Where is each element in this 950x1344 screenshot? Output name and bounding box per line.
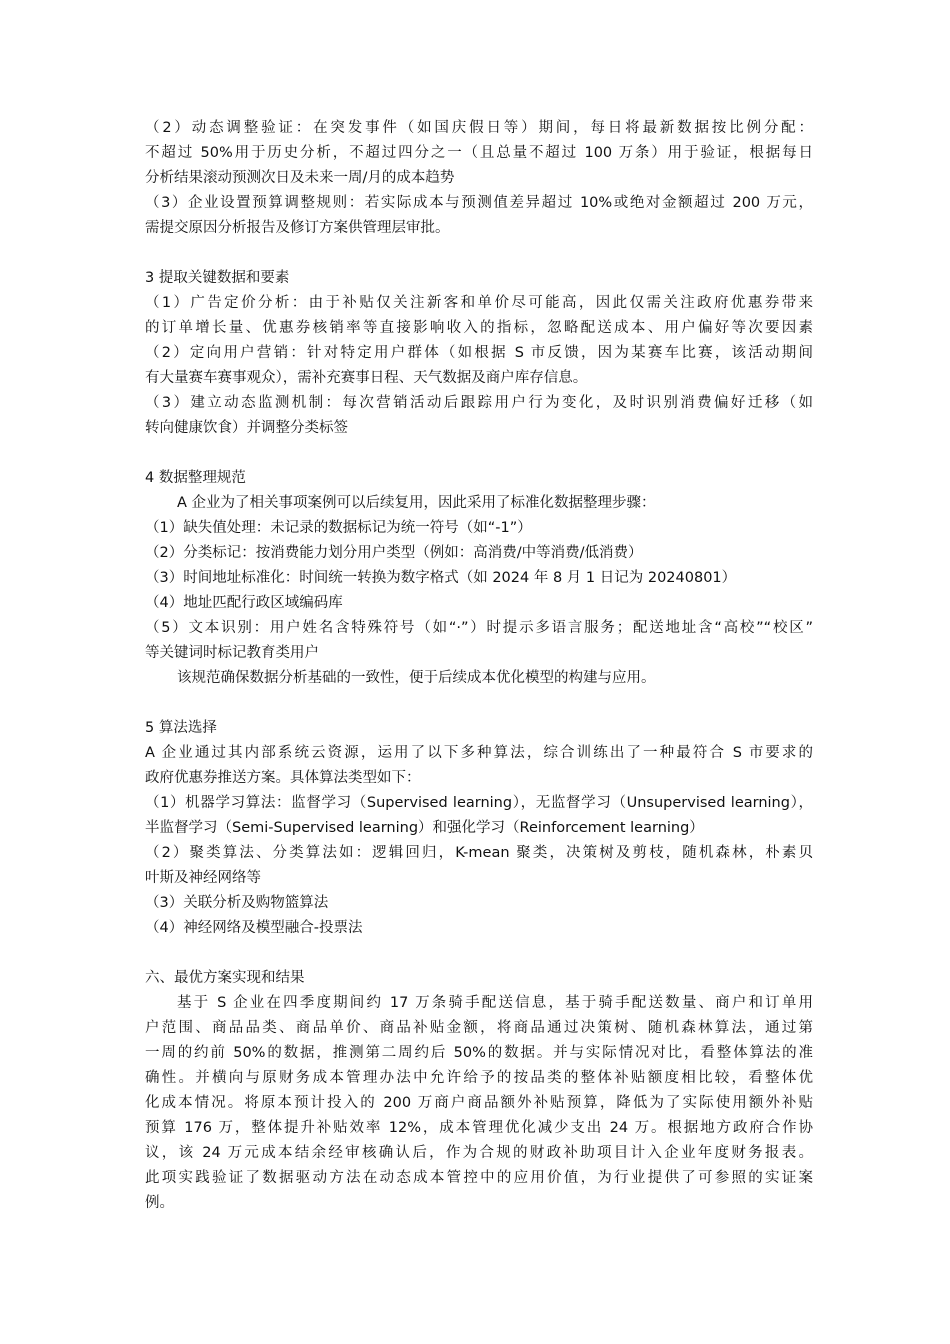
text-line: 一周的约前 50%的数据，推测第二周约后 50%的数据。并与实际情况对比，看整体算法的准 bbox=[145, 1045, 813, 1061]
text-line: 的订单增长量、优惠券核销率等直接影响收入的指标，忽略配送成本、用户偏好等次要因素 bbox=[145, 320, 813, 336]
text-line: 有大量赛车赛事观众），需补充赛事日程、天气数据及商户库存信息。 bbox=[145, 370, 588, 386]
section-heading: 4 数据整理规范 bbox=[145, 470, 246, 486]
text-line: 政府优惠券推送方案。具体算法类型如下： bbox=[145, 770, 421, 786]
text-line: （3）建立动态监测机制：每次营销活动后跟踪用户行为变化，及时识别消费偏好迁移（如 bbox=[145, 395, 813, 411]
text-line: （4）地址匹配行政区域编码库 bbox=[145, 595, 343, 611]
text-line: （4）神经网络及模型融合-投票法 bbox=[145, 920, 363, 936]
text-line: （2）动态调整验证：在突发事件（如国庆假日等）期间，每日将最新数据按比例分配： bbox=[145, 120, 813, 136]
text-line: 叶斯及神经网络等 bbox=[145, 870, 261, 886]
text-line: 不超过 50%用于历史分析，不超过四分之一（且总量不超过 100 万条）用于验证，根据每日 bbox=[145, 145, 813, 161]
text-line: 预算 176 万，整体提升补贴效率 12%，成本管理优化减少支出 24 万。根据地方政府合作协 bbox=[145, 1120, 813, 1136]
text-line: （2）分类标记：按消费能力划分用户类型（例如：高消费/中等消费/低消费） bbox=[145, 545, 643, 561]
text-line: （1）机器学习算法：监督学习（Supervised learning），无监督学习（Unsupervised learning）， bbox=[145, 795, 813, 811]
text-line: （2）定向用户营销：针对特定用户群体（如根据 S 市反馈，因为某赛车比赛，该活动期间 bbox=[145, 345, 813, 361]
text-line: 分析结果滚动预测次日及未来一周/月的成本趋势 bbox=[145, 170, 455, 186]
text-line: 议，该 24 万元成本结余经审核确认后，作为合规的财政补助项目计入企业年度财务报表。 bbox=[145, 1145, 813, 1161]
text-line: A 企业为了相关事项案例可以后续复用，因此采用了标准化数据整理步骤： bbox=[177, 495, 656, 511]
text-line: （3）关联分析及购物篮算法 bbox=[145, 895, 329, 911]
text-line: 半监督学习（Semi-Supervised learning）和强化学习（Reinforcement learning） bbox=[145, 820, 704, 836]
text-line: 确性。并横向与原财务成本管理办法中允许给予的按品类的整体补贴额度相比较，看整体优 bbox=[145, 1070, 813, 1086]
text-line: （2）聚类算法、分类算法如：逻辑回归，K-mean 聚类，决策树及剪枝，随机森林，朴素贝 bbox=[145, 845, 813, 861]
text-line: 化成本情况。将原本预计投入的 200 万商户商品额外补贴预算，降低为了实际使用额外补贴 bbox=[145, 1095, 813, 1111]
text-line: （5）文本识别：用户姓名含特殊符号（如“·”）时提示多语言服务；配送地址含“高校”“校区” bbox=[145, 620, 813, 636]
text-line: 该规范确保数据分析基础的一致性，便于后续成本优化模型的构建与应用。 bbox=[177, 670, 656, 686]
text-line: （3）时间地址标准化：时间统一转换为数字格式（如 2024 年 8 月 1 日记为 20240801） bbox=[145, 570, 737, 586]
text-line: 基于 S 企业在四季度期间约 17 万条骑手配送信息，基于骑手配送数量、商户和订单用 bbox=[177, 995, 813, 1011]
text-line: 等关键词时标记教育类用户 bbox=[145, 645, 319, 661]
section-heading: 5 算法选择 bbox=[145, 720, 217, 736]
text-line: （1）缺失值处理：未记录的数据标记为统一符号（如“-1”） bbox=[145, 520, 532, 536]
text-line: A 企业通过其内部系统云资源，运用了以下多种算法，综合训练出了一种最符合 S 市要求的 bbox=[145, 745, 813, 761]
text-line: （3）企业设置预算调整规则：若实际成本与预测值差异超过 10%或绝对金额超过 200 万元， bbox=[145, 195, 813, 211]
text-line: （1）广告定价分析：由于补贴仅关注新客和单价尽可能高，因此仅需关注政府优惠券带来 bbox=[145, 295, 813, 311]
text-line: 例。 bbox=[145, 1195, 174, 1211]
text-line: 转向健康饮食）并调整分类标签 bbox=[145, 420, 348, 436]
text-line: 户范围、商品品类、商品单价、商品补贴金额，将商品通过决策树、随机森林算法，通过第 bbox=[145, 1020, 813, 1036]
text-line: 此项实践验证了数据驱动方法在动态成本管控中的应用价值，为行业提供了可参照的实证案 bbox=[145, 1170, 813, 1186]
section-heading: 六、最优方案实现和结果 bbox=[145, 970, 305, 986]
section-heading: 3 提取关键数据和要素 bbox=[145, 270, 290, 286]
text-line: 需提交原因分析报告及修订方案供管理层审批。 bbox=[145, 220, 450, 236]
